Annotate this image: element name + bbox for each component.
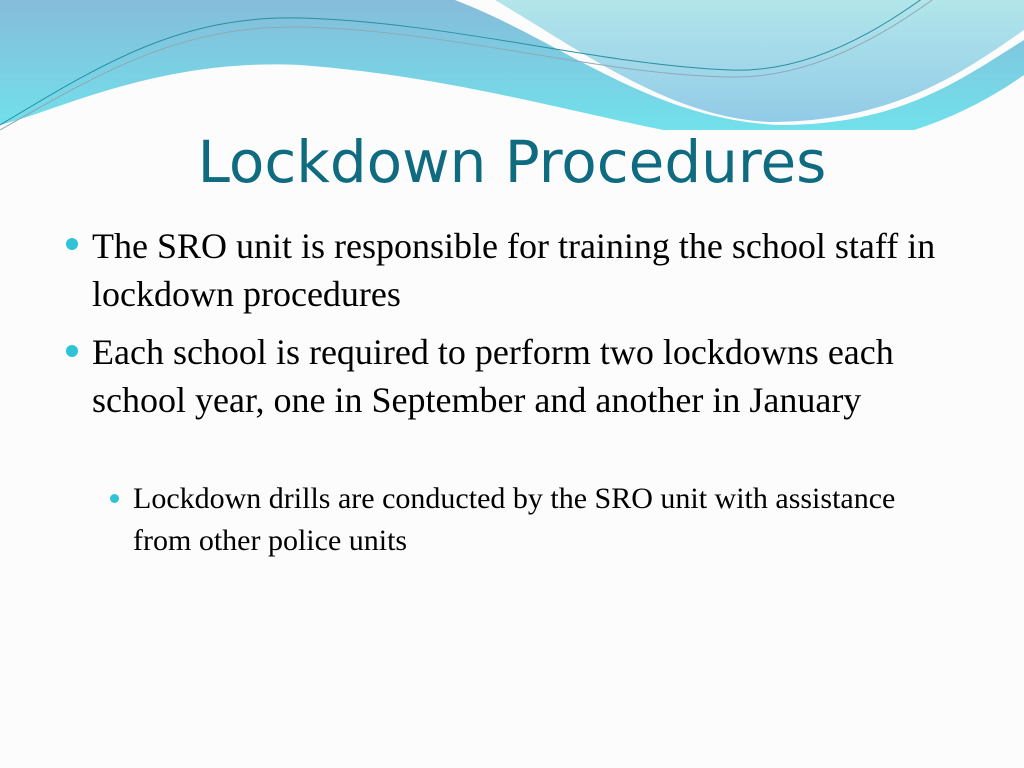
bullet-icon xyxy=(66,345,78,357)
sub-bullet-icon xyxy=(110,494,119,503)
slide-title: Lockdown Procedures xyxy=(197,128,827,196)
sub-bullet-text: Lockdown drills are conducted by the SRO unit with assistance from other police units xyxy=(133,482,896,557)
bullet-text: Each school is required to perform two lockdowns each school year, one in September and another in January xyxy=(92,332,894,420)
bullet-icon xyxy=(66,238,78,250)
header-wave-decoration xyxy=(0,0,1024,130)
bullet-text: The SRO unit is responsible for training the school staff in lockdown procedures xyxy=(92,226,936,314)
